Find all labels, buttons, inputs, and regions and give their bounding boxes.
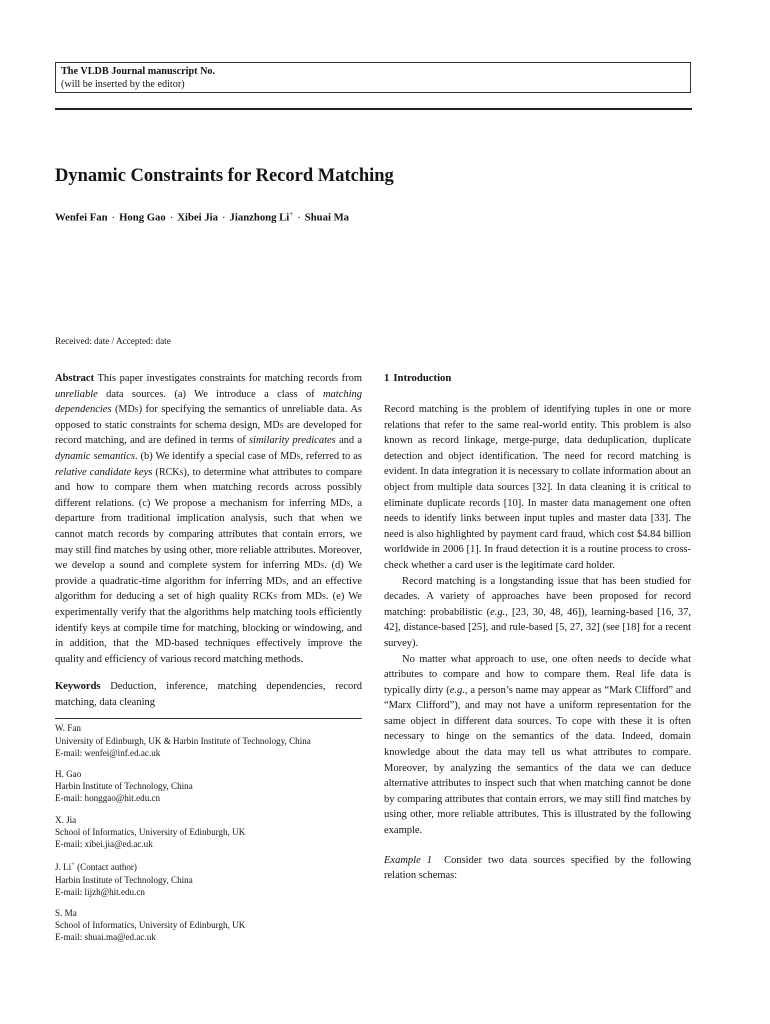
received-date: Received: date / Accepted: date bbox=[55, 336, 171, 346]
author-name: Shuai Ma bbox=[304, 211, 350, 224]
abbr-mds: MDs bbox=[118, 404, 139, 416]
affiliation-line: Harbin Institute of Technology, China bbox=[55, 781, 193, 792]
abstract-text: , to determine what attributes to compare and how to compare them when matching records across possibly different relations. (c) We propose a mechanism for inferring bbox=[55, 466, 363, 509]
paragraph-text: Record matching is a longstanding issue that has been studied for decades. A variety of approaches have been proposed for record matching: probabilistic ( bbox=[384, 575, 691, 618]
affiliation-name-row bbox=[55, 859, 362, 873]
abstract-emph: matching dependencies bbox=[55, 388, 363, 416]
abstract-text: , a departure from traditional implication analysis, such that when we cannot match records by comparing attributes that contain errors, we may still find matches by using other, more reliable attributes. Moreover, we develop a sound and complete system for inferring bbox=[55, 497, 362, 572]
affiliation-line: School of Informatics, University of Edinburgh, UK bbox=[55, 920, 246, 931]
author-name: Hong Gao bbox=[119, 211, 166, 224]
section-heading-introduction bbox=[384, 371, 691, 386]
abstract-emph: unreliable bbox=[55, 388, 98, 400]
author-name: Wenfei Fan bbox=[55, 211, 108, 224]
author-separator: · bbox=[169, 211, 174, 224]
section-title: Introduction bbox=[393, 372, 452, 384]
abbr-rcks: RCKs bbox=[252, 591, 278, 603]
section-number: 1 bbox=[384, 372, 390, 384]
example-1 bbox=[384, 853, 691, 884]
paragraph-emph: e.g., bbox=[449, 684, 468, 696]
author-separator: · bbox=[111, 211, 116, 224]
intro-paragraph-3 bbox=[384, 652, 691, 839]
abbr-mds: MDs bbox=[280, 450, 301, 462]
paragraph-text: [23, 30, 48, 46]), learning-based [16, 37, 42], distance-based [25], and rule-based [5, 27, 32] (see [18] for a recent survey). bbox=[384, 606, 692, 649]
example-label: Example 1 bbox=[384, 854, 433, 866]
abstract-text: and a bbox=[338, 435, 363, 447]
abbr-mds: MDs bbox=[263, 419, 284, 431]
abstract-text: This paper investigates constraints for matching records from bbox=[97, 373, 362, 384]
abstract-text: . (e) We experimentally verify that the algorithms help matching tools efficiently identify keys at compile time for matching, blocking or windowing, and in addition, that the bbox=[55, 591, 363, 650]
paper-title: Dynamic Constraints for Record Matching bbox=[55, 166, 394, 186]
abstract-text: . (d) We provide a quadratic-time algorithm for inferring bbox=[55, 560, 362, 587]
affiliation-name: H. Gao bbox=[55, 769, 82, 780]
editor-note-line: (will be inserted by the editor) bbox=[61, 78, 185, 90]
abstract-text: -based techniques effectively improve the quality and efficiency of various record matching methods. bbox=[55, 638, 363, 665]
affiliation-entry bbox=[55, 722, 362, 759]
affiliation-name: J. Li bbox=[55, 862, 72, 873]
keywords-label: Keywords bbox=[55, 681, 101, 693]
affiliation-entry bbox=[55, 859, 362, 898]
author-name: Jianzhong Li bbox=[229, 211, 290, 224]
header-rule bbox=[55, 108, 692, 110]
abbr-md: MD bbox=[154, 638, 172, 650]
author-separator: · bbox=[221, 211, 226, 224]
abbr-mds: MDs bbox=[266, 575, 287, 587]
paragraph-emph: e.g., bbox=[490, 606, 508, 618]
abstract-text: , referred to as bbox=[300, 450, 362, 462]
affiliation-line: School of Informatics, University of Edinburgh, UK bbox=[55, 826, 246, 837]
abstract-label: Abstract bbox=[55, 373, 95, 384]
contact-author-note: (Contact author) bbox=[74, 862, 137, 873]
right-column bbox=[384, 371, 691, 884]
abstract-text: . (b) We identify a special case of bbox=[134, 450, 278, 462]
abstract-text: from bbox=[281, 591, 302, 603]
intro-paragraph-2 bbox=[384, 574, 691, 652]
author-list bbox=[55, 207, 349, 225]
keywords-text: Deduction, inference, matching dependencies, record matching, data cleaning bbox=[55, 681, 363, 708]
abbr-mds: MDs bbox=[330, 497, 351, 509]
abstract-text: data sources. (a) We introduce a class of bbox=[106, 388, 315, 400]
abstract-emph: dynamic semantics bbox=[55, 450, 135, 462]
affiliation-email: E-mail: xibei.jia@ed.ac.uk bbox=[55, 839, 153, 850]
affiliation-entry bbox=[55, 814, 362, 851]
affiliations bbox=[55, 718, 362, 943]
intro-paragraph-1: Record matching is the problem of identifying tuples in one or more relations that refer to the same real-world entity. This problem is also known as record linkage, merge-purge, data deduplication, duplicate detection and object identification. The need for record matching is evident. In data integration it is necessary to collate information about an object from multiple data sources [32]. In data cleaning it is critical to eliminate duplicate records [10]. In master data management one often needs to identify links between input tuples and master data [33]. The need is also highlighted by payment card fraud, which cost $4.84 billion worldwide in 2006 [1]. In fraud detection it is a routine process to cross-check whether a card user is the legitimate card holder. bbox=[384, 404, 691, 571]
affiliation-name: W. Fan bbox=[55, 723, 81, 734]
paragraph-text: a person’s name may appear as “Mark Clifford” and “Marx Clifford”), and may not have a uniform representation for the same object in different data sources. To cope with these it is often necessary to hinge on the semantics of the data. Indeed, domain knowledge about the data may tell us what attributes to compare. Moreover, by analyzing the semantics of the data we can deduce alternative attributes to inspect such that when matching cannot be done by comparing attributes that contain errors, we may still find matches by using other, more reliable attributes. This is illustrated by the following example. bbox=[384, 684, 691, 837]
affiliation-email: E-mail: honggao@hit.edu.cn bbox=[55, 793, 161, 804]
abbr-mds: MDs bbox=[304, 560, 325, 572]
contact-dagger: + bbox=[289, 210, 294, 218]
abstract-text: are developed for record matching, and are defined in terms of bbox=[55, 419, 362, 447]
affiliation-email: E-mail: wenfei@inf.ed.ac.uk bbox=[55, 747, 161, 758]
contact-dagger: + bbox=[71, 861, 75, 869]
abstract-emph: similarity predicates bbox=[248, 435, 336, 447]
journal-header-box bbox=[55, 62, 691, 93]
abstract-text: , and an effective algorithm for deducing a set of high quality bbox=[55, 575, 362, 603]
affiliation-entry bbox=[55, 907, 362, 944]
example-text: Consider two data sources specified by the following relation schemas: bbox=[384, 854, 691, 882]
abbr-rcks: RCKs bbox=[158, 466, 184, 478]
keywords bbox=[55, 679, 362, 710]
paragraph-text: No matter what approach to use, one often needs to decide what attributes to compare and how to compare them. Real life data is typically dirty ( bbox=[384, 653, 691, 696]
affiliation-entry bbox=[55, 768, 362, 805]
affiliation-name: S. Ma bbox=[55, 907, 77, 918]
abstract: Abstract This paper investigates constraints for matching records from unreliable data sources. (a) We introduce a class of matching dependencies (MDs) for specifying the semantics of unreliable data. As opposed to static constraints for schema design, MDs are developed for record matching, and are defined in terms of similarity predicates and a dynamic semantics. (b) We identify a special case of MDs, referred to as relative candidate keys (RCKs), to determine what attributes to compare and how to compare them when matching records across possibly different relations. (c) We propose a mechanism for inferring MDs, a departure from traditional implication analysis, such that when we cannot match records by comparing attributes that contain errors, we may still find matches by using other, more reliable attributes. Moreover, we develop a sound and complete system for inferring MDs. (d) We provide a quadratic-time algorithm for inferring MDs, and an effective algorithm for deducing a set of high quality RCKs from MDs. (e) We experimentally verify that the algorithms help matching tools efficiently identify keys at compile time for matching, blocking or windowing, and in addition, that the MD-based techniques effectively improve the quality and efficiency of various record matching methods. bbox=[55, 373, 363, 665]
abstract-text: for specifying the semantics of unreliable data. As opposed to static constraints for schema design, bbox=[55, 404, 363, 431]
author-separator: · bbox=[297, 211, 301, 224]
affiliation-email: E-mail: shuai.ma@ed.ac.uk bbox=[55, 932, 156, 943]
affiliation-name: X. Jia bbox=[55, 814, 77, 825]
affiliation-line: Harbin Institute of Technology, China bbox=[55, 874, 193, 885]
abstract-emph: relative candidate keys bbox=[55, 466, 153, 478]
journal-title-line: The VLDB Journal manuscript No. bbox=[61, 66, 216, 77]
affiliation-line: University of Edinburgh, UK & Harbin Institute of Technology, China bbox=[55, 735, 311, 746]
author-name: Xibei Jia bbox=[177, 211, 218, 224]
left-column bbox=[55, 371, 362, 953]
affiliation-email: E-mail: lijzh@hit.edu.cn bbox=[55, 886, 145, 897]
abbr-mds: MDs bbox=[305, 591, 326, 603]
